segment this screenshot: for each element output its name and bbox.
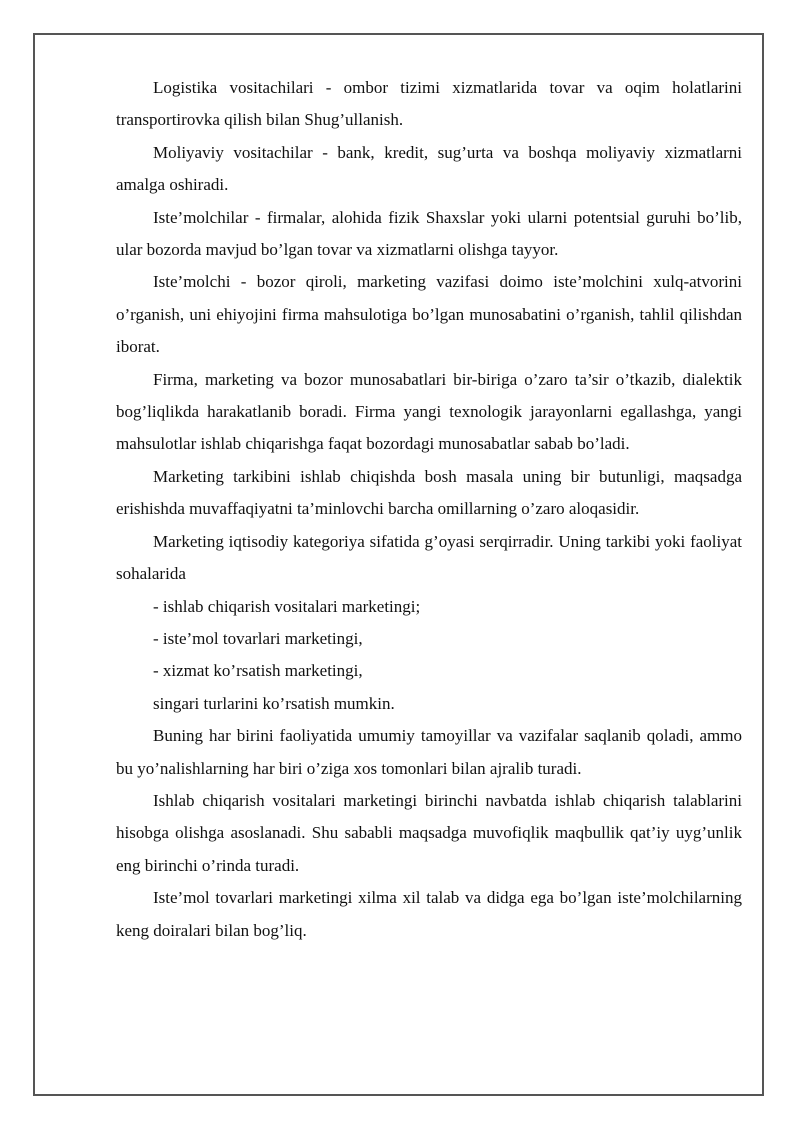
paragraph-consumers: Iste’molchilar - firmalar, alohida fizik Shaxslar yoki ularni potentsial guruhi bo’lib, ular bozorda mavjud bo’lgan tovar va xizmatlarni olishga tayyor. bbox=[116, 207, 742, 260]
paragraph-marketing-structure: Marketing tarkibini ishlab chiqishda bosh masala uning bir butunligi, maqsadga erishishda muvaffaqiyatni ta’minlovchi barcha omillarning o’zaro aloqasidir. bbox=[116, 466, 742, 519]
list-item: - iste’mol tovarlari marketingi, bbox=[153, 628, 363, 648]
document-body bbox=[116, 72, 742, 947]
paragraph-financial-intermediaries: Moliyaviy vositachilar - bank, kredit, sug’urta va boshqa moliyaviy xizmatlarni amalga oshiradi. bbox=[116, 142, 742, 195]
list-item: - ishlab chiqarish vositalari marketingi; bbox=[153, 596, 421, 616]
list-conclusion: singari turlarini ko’rsatish mumkin. bbox=[153, 693, 395, 713]
paragraph-marketing-category: Marketing iqtisodiy kategoriya sifatida g’oyasi serqirradir. Uning tarkibi yoki faoliyat sohalarida bbox=[116, 531, 742, 584]
paragraph-consumer-king: Iste’molchi - bozor qiroli, marketing vazifasi doimo iste’molchini xulq-atvorini o’rganish, uni ehiyojini firma mahsulotiga bo’lgan munosabatini o’rganish, tahlil qilishdan iborat. bbox=[116, 272, 742, 357]
paragraph-firm-marketing-market: Firma, marketing va bozor munosabatlari bir-biriga o’zaro ta’sir o’tkazib, dialektik bog’liqlikda harakatlanib boradi. Firma yangi texnologik jarayonlarni egallashga, yangi mahsulotlar ishlab chiqarishga faqat bozordagi munosabatlar sabab bo’ladi. bbox=[116, 369, 742, 454]
paragraph-consumer-goods-marketing: Iste’mol tovarlari marketingi xilma xil talab va didga ega bo’lgan iste’molchilarning keng doiralari bilan bog’liq. bbox=[116, 888, 742, 940]
paragraph-logistics-intermediaries: Logistika vositachilari - ombor tizimi xizmatlarida tovar va oqim holatlarini transportirovka qilish bilan Shug’ullanish. bbox=[116, 78, 742, 130]
list-item: - xizmat ko’rsatish marketingi, bbox=[153, 661, 363, 681]
paragraph-common-principles: Buning har birini faoliyatida umumiy tamoyillar va vazifalar saqlanib qoladi, ammo bu yo’nalishlarning har biri o’ziga xos tomonlari bilan ajralib turadi. bbox=[116, 726, 742, 778]
paragraph-production-means-marketing: Ishlab chiqarish vositalari marketingi birinchi navbatda ishlab chiqarish talablarini hisobga olishga asoslanadi. Shu sababli maqsadga muvofiqlik maqbullik qat’iy uyg’unlik eng birinchi o’rinda turadi. bbox=[116, 790, 742, 875]
